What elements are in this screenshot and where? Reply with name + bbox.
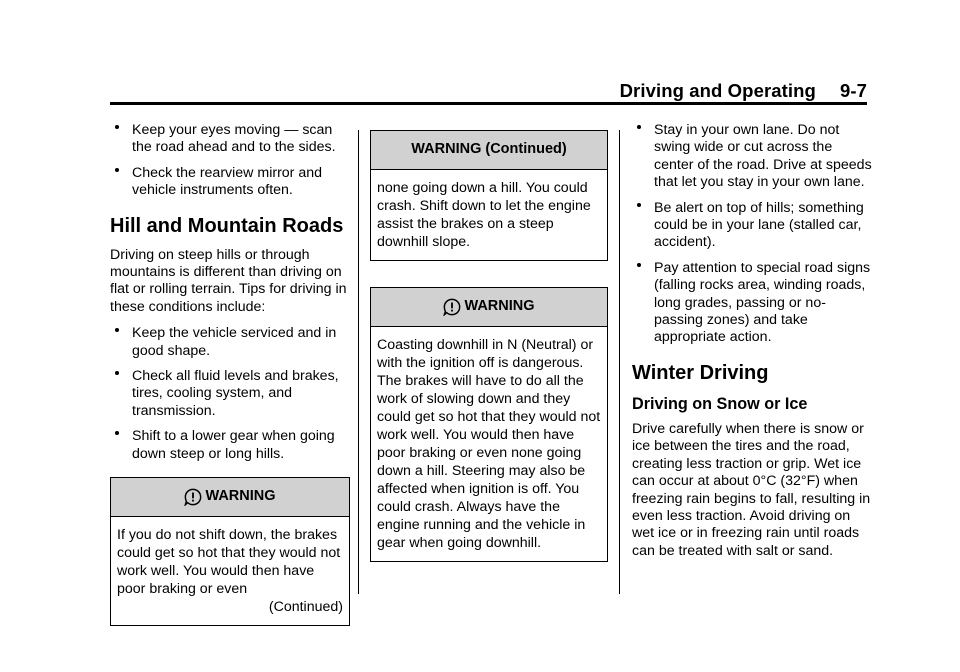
- list-item: Pay attention to special road signs (falling rocks area, winding roads, long grades, passing or no-passing zones) and take appropriate action.: [632, 260, 872, 347]
- warning-title: WARNING (Continued): [411, 141, 567, 158]
- header-rule: [110, 102, 867, 105]
- section-title: Hill and Mountain Roads: [110, 214, 344, 237]
- warning-header: [371, 288, 607, 327]
- warning-sign-icon: [443, 298, 461, 316]
- subsection-title: Driving on Snow or Ice: [632, 394, 808, 413]
- warning-body: [371, 170, 607, 260]
- warning-text: none going down a hill. You could crash. Shift down to let the engine assist the brakes on a steep downhill slope.: [377, 180, 591, 250]
- list-item: Check all fluid levels and brakes, tires, cooling system, and transmission.: [110, 368, 350, 420]
- list-item: Check the rearview mirror and vehicle instruments often.: [110, 165, 350, 200]
- warning-sign-icon: [184, 488, 202, 506]
- section-title: Winter Driving: [632, 361, 769, 384]
- bullet-icon: [115, 125, 119, 129]
- column-divider-2: [619, 130, 620, 594]
- bullet-icon: [115, 431, 119, 435]
- page-header: [110, 80, 867, 104]
- header-section-title: Driving and Operating: [619, 80, 816, 101]
- list-item: Shift to a lower gear when going down steep or long hills.: [110, 428, 350, 463]
- list-item: Keep your eyes moving — scan the road ahead and to the sides.: [110, 122, 350, 157]
- bullet-icon: [115, 168, 119, 172]
- column-1: [110, 122, 350, 626]
- page-number: 9-7: [839, 80, 867, 101]
- header-title-line: [620, 80, 867, 102]
- warning-box-continued: [370, 130, 608, 261]
- warning-title: WARNING: [205, 488, 276, 505]
- warning-text: If you do not shift down, the brakes could get so hot that they would not work well. You would then have poor braking or even: [117, 527, 341, 598]
- column-divider-1: [358, 130, 359, 594]
- list-item: Stay in your own lane. Do not swing wide or cut across the center of the road. Drive at speeds that let you stay in your own lane.: [632, 122, 872, 192]
- list-item: Keep the vehicle serviced and in good shape.: [110, 325, 350, 360]
- bullet-icon: [637, 263, 641, 267]
- column-2: [370, 130, 608, 562]
- bullet-icon: [637, 125, 641, 129]
- bullet-icon: [115, 328, 119, 332]
- warning-box: [110, 477, 350, 626]
- bullet-icon: [115, 371, 119, 375]
- warning-header: [371, 131, 607, 170]
- section-intro: Driving on steep hills or through mountains is different than driving on flat or rolling terrain. Tips for driving in these conditions include:: [110, 246, 347, 315]
- list-item: Be alert on top of hills; something could be in your lane (stalled car, accident).: [632, 200, 872, 252]
- continued-label: (Continued): [268, 599, 343, 616]
- warning-body: [111, 517, 349, 625]
- body-text: Drive carefully when there is snow or ice between the tires and the road, creating less traction or grip. Wet ice can occur at about 0°C (32°F) when freezing rain begins to fall, resulting in even less traction. Avoid driving on wet ice or in freezing rain until roads can be treated with salt or sand.: [632, 420, 871, 559]
- warning-box: [370, 287, 608, 562]
- warning-text: Coasting downhill in N (Neutral) or with the ignition off is dangerous. The brakes will have to do all the work of slowing down and they could get so hot that they would not work well. You would then have poor braking or even none going down a hill. Steering may also be affected when ignition is off. You could crash. Always have the engine running and the vehicle in gear when going downhill.: [377, 337, 601, 551]
- bullet-icon: [637, 203, 641, 207]
- warning-header: [111, 478, 349, 517]
- column-3: [632, 122, 872, 569]
- warning-body: [371, 327, 607, 561]
- warning-title: WARNING: [464, 298, 535, 315]
